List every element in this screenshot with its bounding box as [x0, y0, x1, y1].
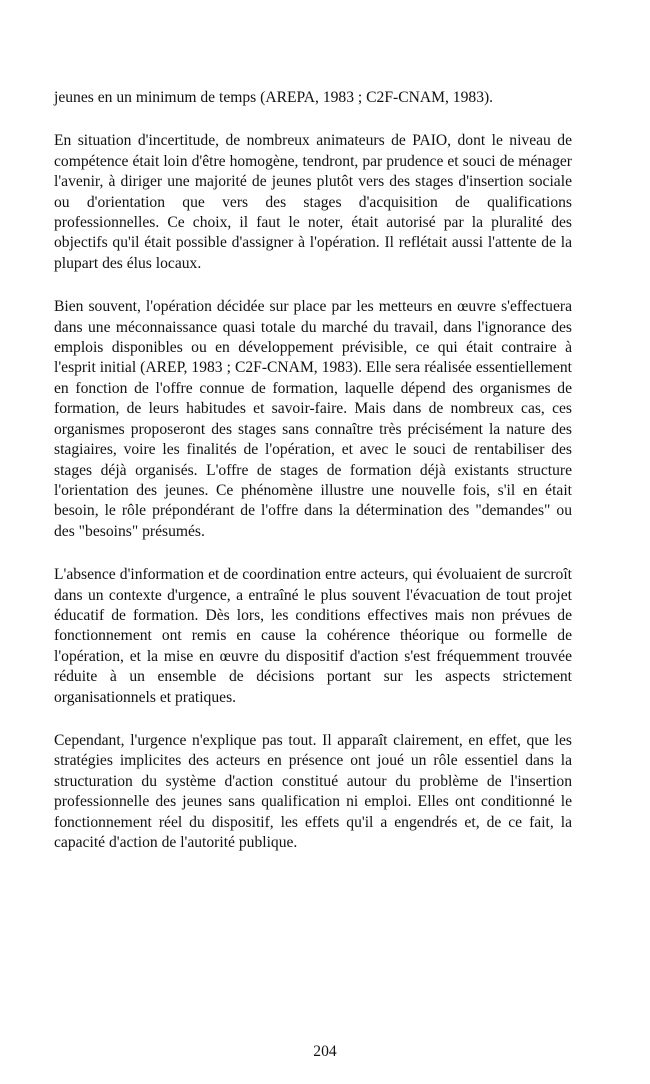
- paragraph-3: Bien souvent, l'opération décidée sur place par les metteurs en œuvre s'effectuera dans une méconnaissance quasi totale du marché du travail, dans l'ignorance des emplois disponibles ou en développement prévisible, ce qui était contraire à l'esprit initial (AREP, 1983 ; C2F-CNAM, 1983). Elle sera réalisée essentiellement en fonction de l'offre connue de formation, laquelle dépend des organismes de formation, de leurs habitudes et savoir-faire. Mais dans de nombreux cas, ces organismes proposeront des stages sans connaître très précisément la nature des stagiaires, voire les finalités de l'opération, et avec le souci de rentabiliser des stages déjà organisés. L'offre de stages de formation déjà existants structure l'orientation des jeunes. Ce phénomène illustre une nouvelle fois, s'il en était besoin, le rôle prépondérant de l'offre dans la détermination des "demandes" ou des "besoins" présumés.: [54, 298, 572, 540]
- paragraph-1: jeunes en un minimum de temps (AREPA, 1983 ; C2F-CNAM, 1983).: [54, 89, 494, 106]
- page-body: [54, 88, 572, 876]
- page-number: 204: [313, 1043, 337, 1060]
- paragraph-2: En situation d'incertitude, de nombreux animateurs de PAIO, dont le niveau de compétence était loin d'être homogène, tendront, par prudence et souci de ménager l'avenir, à diriger une majorité de jeunes plutôt vers des stages d'insertion sociale ou d'orientation que vers des stages d'acquisition de qualifications professionnelles. Ce choix, il faut le noter, était autorisé par la pluralité des objectifs qu'il était possible d'assigner à l'opération. Il reflétait aussi l'attente de la plupart des élus locaux.: [54, 132, 572, 272]
- paragraph-4: L'absence d'information et de coordination entre acteurs, qui évoluaient de surcroît dans un contexte d'urgence, a entraîné le plus souvent l'évacuation de tout projet éducatif de formation. Dès lors, les conditions effectives mais non prévues de fonctionnement ont remis en cause la cohérence théorique ou formelle de l'opération, et la mise en œuvre du dispositif d'action s'est fréquemment trouvée réduite à un ensemble de décisions portant sur les aspects strictement organisationnels et pratiques.: [54, 566, 572, 706]
- paragraph-5: Cependant, l'urgence n'explique pas tout. Il apparaît clairement, en effet, que les stratégies implicites des acteurs en présence ont joué un rôle essentiel dans la structuration du système d'action constitué autour du problème de l'insertion professionnelle des jeunes sans qualification ni emploi. Elles ont conditionné le fonctionnement réel du dispositif, les effets qu'il a engendrés et, de ce fait, la capacité d'action de l'autorité publique.: [54, 731, 572, 851]
